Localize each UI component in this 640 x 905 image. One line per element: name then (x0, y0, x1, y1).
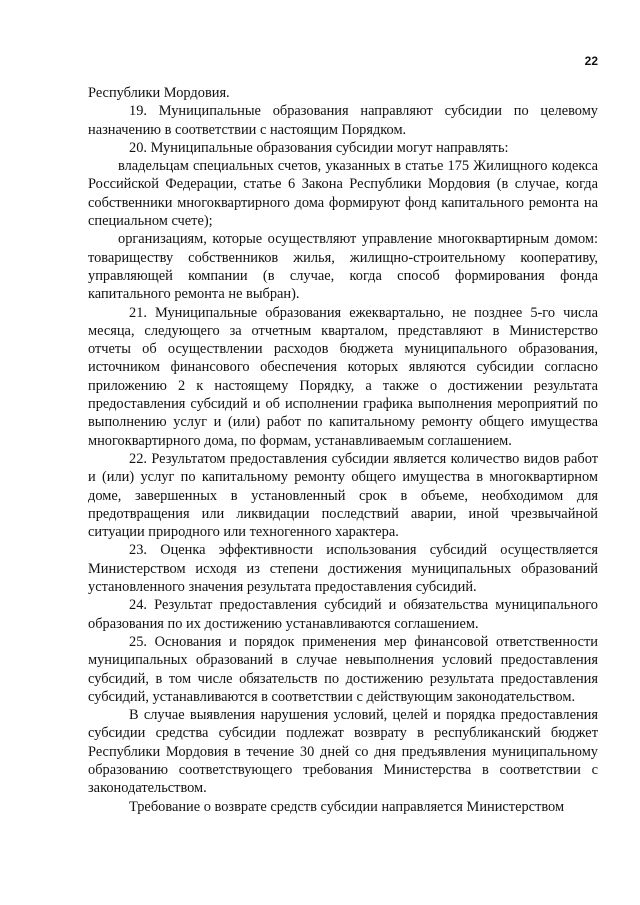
paragraph-25-violation: В случае выявления нарушения условий, целей и порядка предоставления субсидии средства субсидии подлежат возврату в республиканский бюджет Республики Мордовия в течение 30 дней со дня предъявления муниципальному образованию соответствующего требования Министерства в соответствии с законодательством. (88, 707, 598, 797)
paragraph-25: 25. Основания и порядок применения мер финансовой ответственности муниципальных образований в случае невыполнения условий предоставления субсидий, в том числе обязательств по достижению результата предоставления субсидий, устанавливаются в соответствии с действующим законодательством. (88, 633, 598, 705)
paragraph-21: 21. Муниципальные образования ежеквартально, не позднее 5-го числа месяца, следующего за отчетным кварталом, представляют в Министерство отчеты об осуществлении расходов бюджета муниципального образования, источником финансового обеспечения которых являются субсидии согласно приложению 2 к настоящему Порядку, а также о достижении результата предоставления субсидий и об исполнении графика выполнения мероприятий по выполнению услуг и (или) работ по капитальному ремонту общего имущества многоквартирного дома, по формам, устанавливаемым соглашением. (88, 304, 598, 449)
paragraph-20: 20. Муниципальные образования субсидии могут направлять: (129, 139, 509, 156)
paragraph-continuation: Республики Мордовия. (88, 85, 230, 101)
paragraph-24: 24. Результат предоставления субсидий и обязательства муниципального образования по их достижению устанавливаются соглашением. (88, 597, 598, 632)
paragraph-20-item-1: владельцам специальных счетов, указанных в статье 175 Жилищного кодекса Российской Федерации, статье 6 Закона Республики Мордовия (в случае, когда собственники многоквартирного дома формируют фонд капитального ремонта на специальном счете); (88, 158, 598, 230)
document-body (88, 84, 598, 816)
paragraph-25-requirement: Требование о возврате средств субсидии направляется Министерством (129, 798, 565, 815)
page-number: 22 (584, 54, 598, 68)
paragraph-20-item-2: организациям, которые осуществляют управление многоквартирным домом: товариществу собственников жилья, жилищно-строительному кооперативу, управляющей компании (в случае, когда способ формирования фонда капитального ремонта не выбран). (88, 231, 598, 303)
paragraph-19: 19. Муниципальные образования направляют субсидии по целевому назначению в соответствии с настоящим Порядком. (88, 103, 598, 138)
paragraph-23: 23. Оценка эффективности использования субсидий осуществляется Министерством исходя из степени достижения муниципальных образований установленного значения результата предоставления субсидий. (88, 542, 598, 596)
paragraph-22: 22. Результатом предоставления субсидии является количество видов работ и (или) услуг по капитальному ремонту общего имущества в многоквартирном доме, завершенных в установленный срок в объеме, необходимом для предотвращения или ликвидации последствий аварии, иной чрезвычайной ситуации природного или техногенного характера. (88, 450, 598, 541)
